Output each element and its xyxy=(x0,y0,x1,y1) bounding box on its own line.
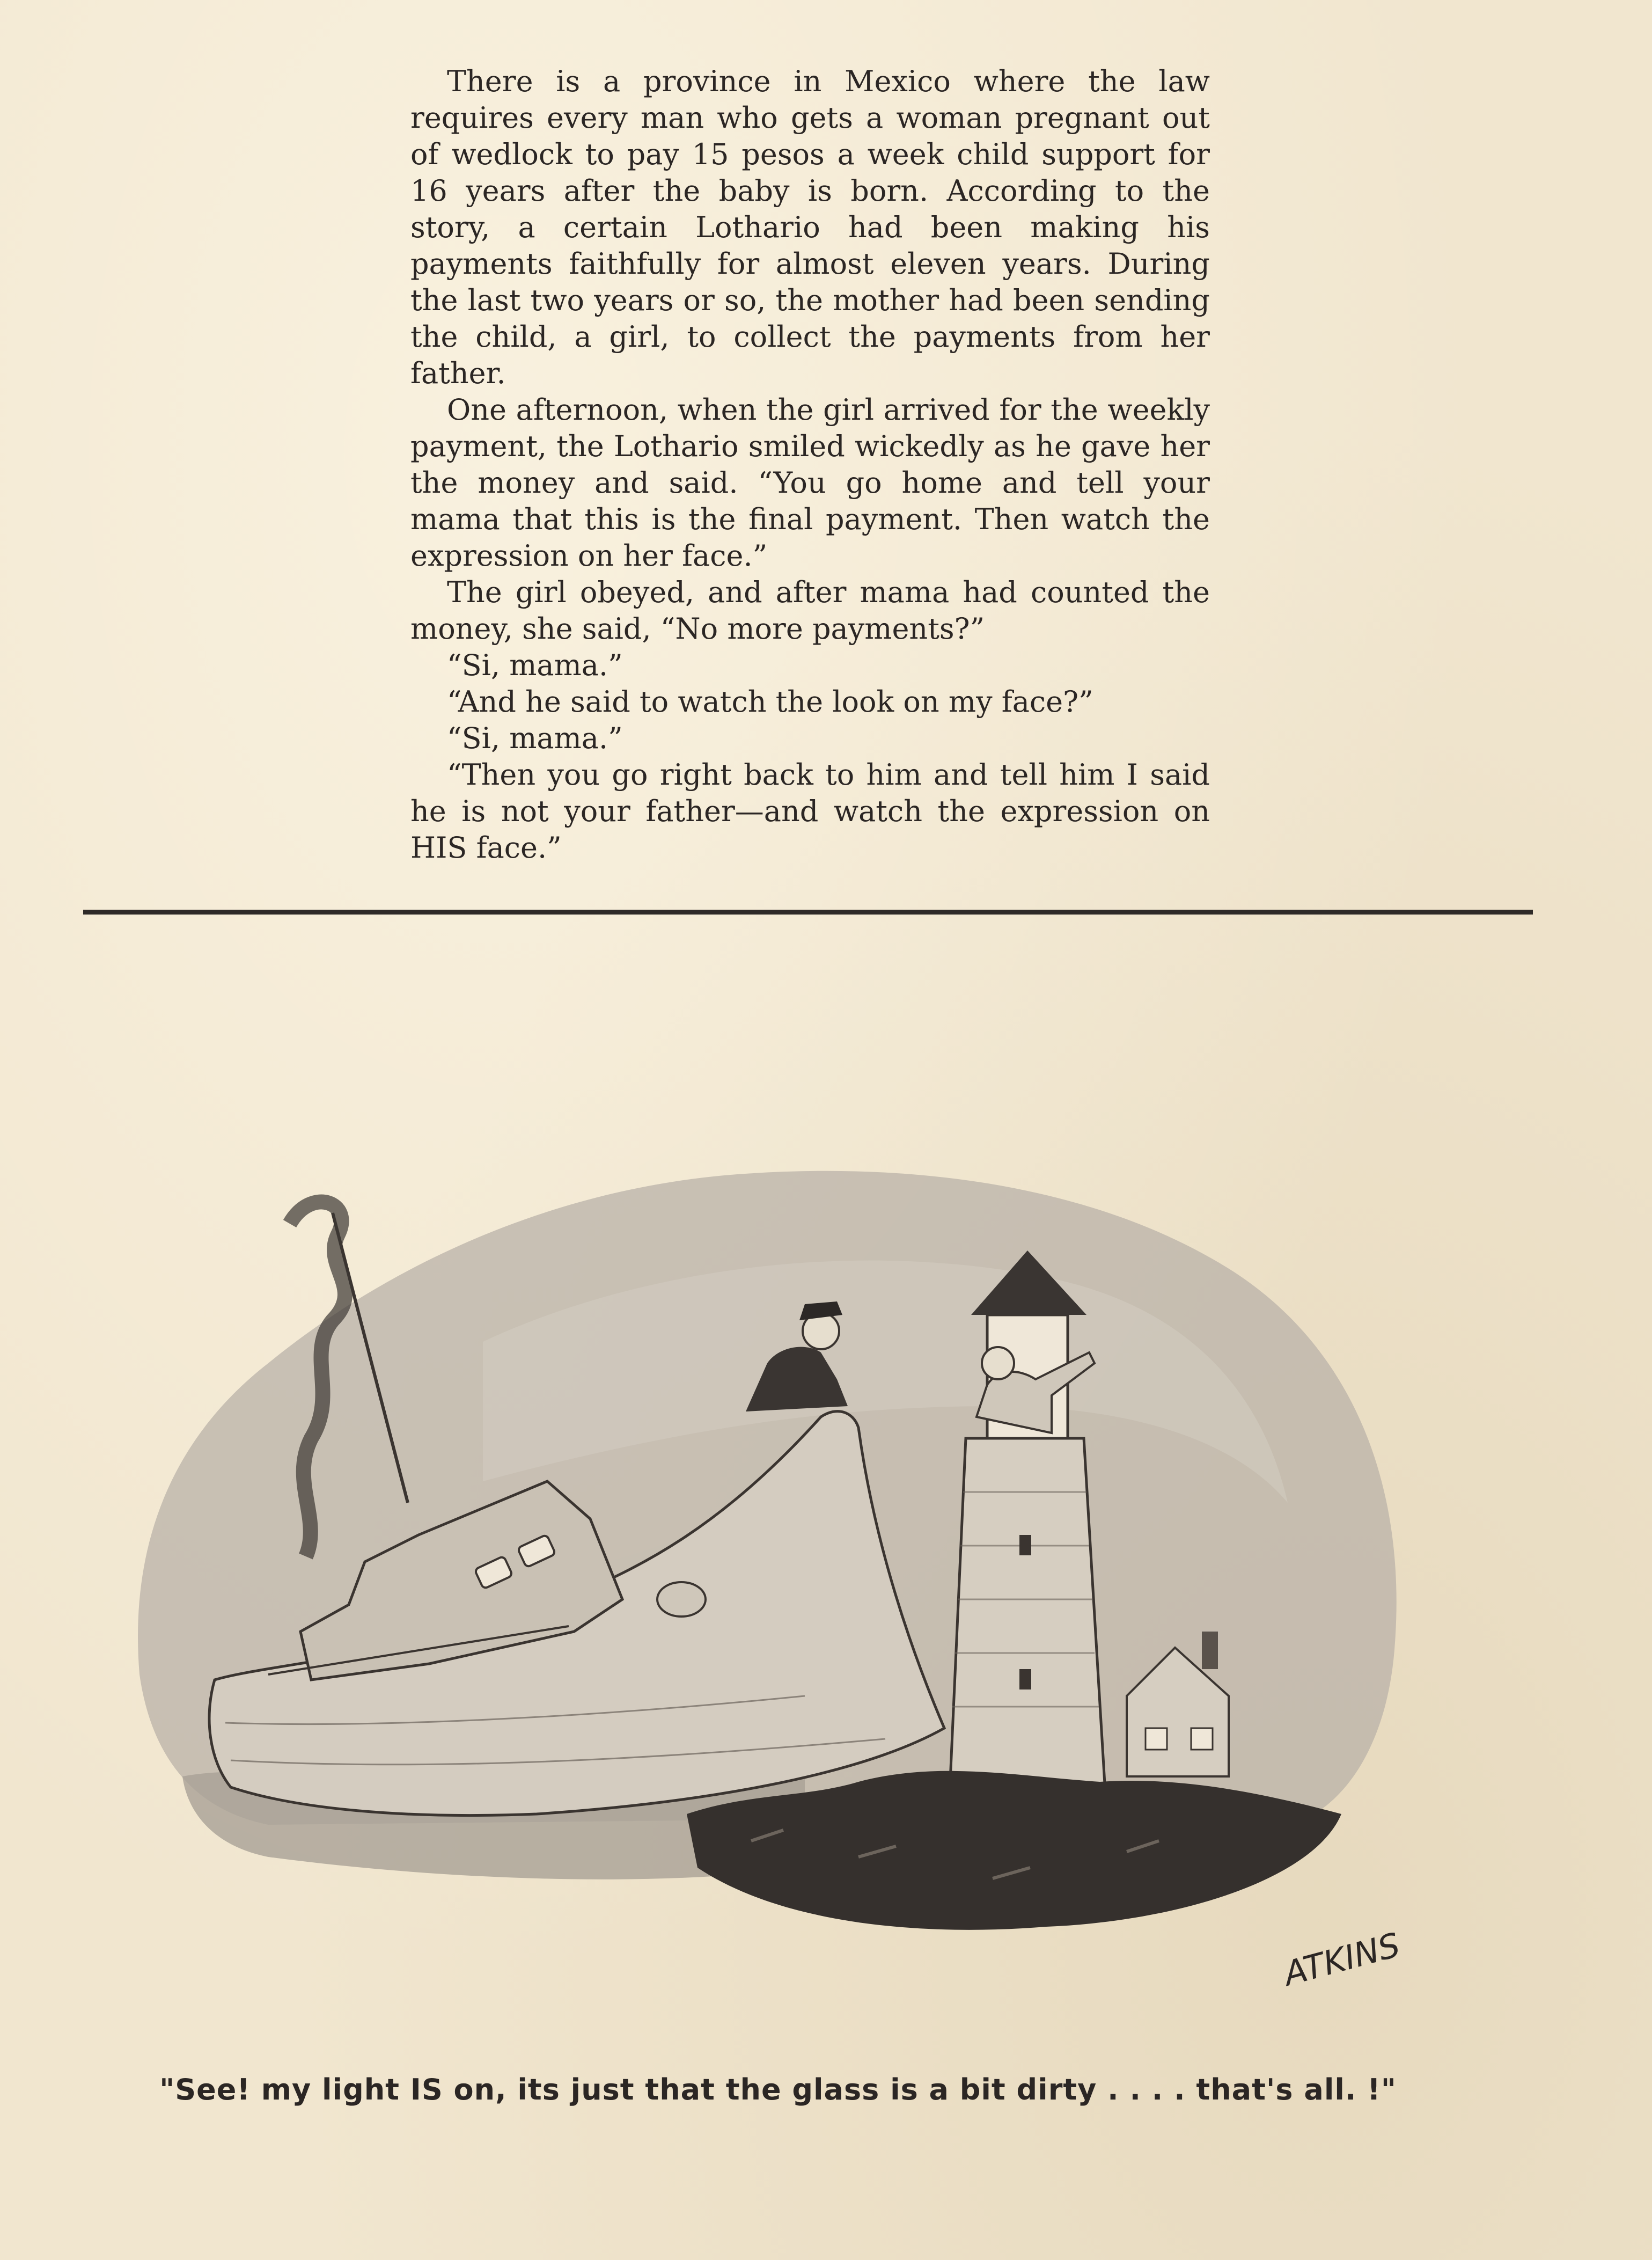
story-paragraph: The girl obeyed, and after mama had counted the money, she said, “No more payments?” xyxy=(410,575,1210,646)
cartoon-caption: "See! my light IS on, its just that the glass is a bit dirty . . . . that's all. !" xyxy=(159,2073,1397,2107)
cartoon-drawing xyxy=(107,1063,1449,2056)
story-paragraph: “Si, mama.” xyxy=(447,648,623,682)
story-paragraph: “Then you go right back to him and tell him I said he is not your father—and watch the expression on HIS face.” xyxy=(410,758,1210,865)
artist-signature: ATKINS xyxy=(1279,1925,1404,1994)
story-paragraph: “And he said to watch the look on my face?” xyxy=(447,685,1093,719)
cottage-window xyxy=(1191,1728,1213,1750)
story-paragraph: There is a province in Mexico where the law requires every man who gets a woman pregnant out of wedlock to pay 15 pesos a week child support for 16 years after the baby is born. According to the story, a certain Lothario had been making his payments faithfully for almost eleven years. During the last two years or so, the mother had been sending the child, a girl, to collect the payments from her father. xyxy=(410,64,1210,390)
section-divider xyxy=(83,910,1533,915)
lighthouse-window xyxy=(1019,1535,1031,1555)
hull-emblem xyxy=(657,1582,706,1617)
cartoon-illustration xyxy=(107,1063,1449,2056)
story-text xyxy=(410,63,1210,866)
cottage-chimney xyxy=(1202,1632,1218,1669)
cottage-window xyxy=(1146,1728,1167,1750)
lighthouse-window xyxy=(1019,1669,1031,1689)
keeper-head xyxy=(982,1347,1014,1379)
story-paragraph: “Si, mama.” xyxy=(447,721,623,755)
story-paragraph: One afternoon, when the girl arrived for the weekly payment, the Lothario smiled wickedly as he gave her the money and said. “You go home and tell your mama that this is the final payment. Then watch the expression on her face.” xyxy=(410,393,1210,573)
